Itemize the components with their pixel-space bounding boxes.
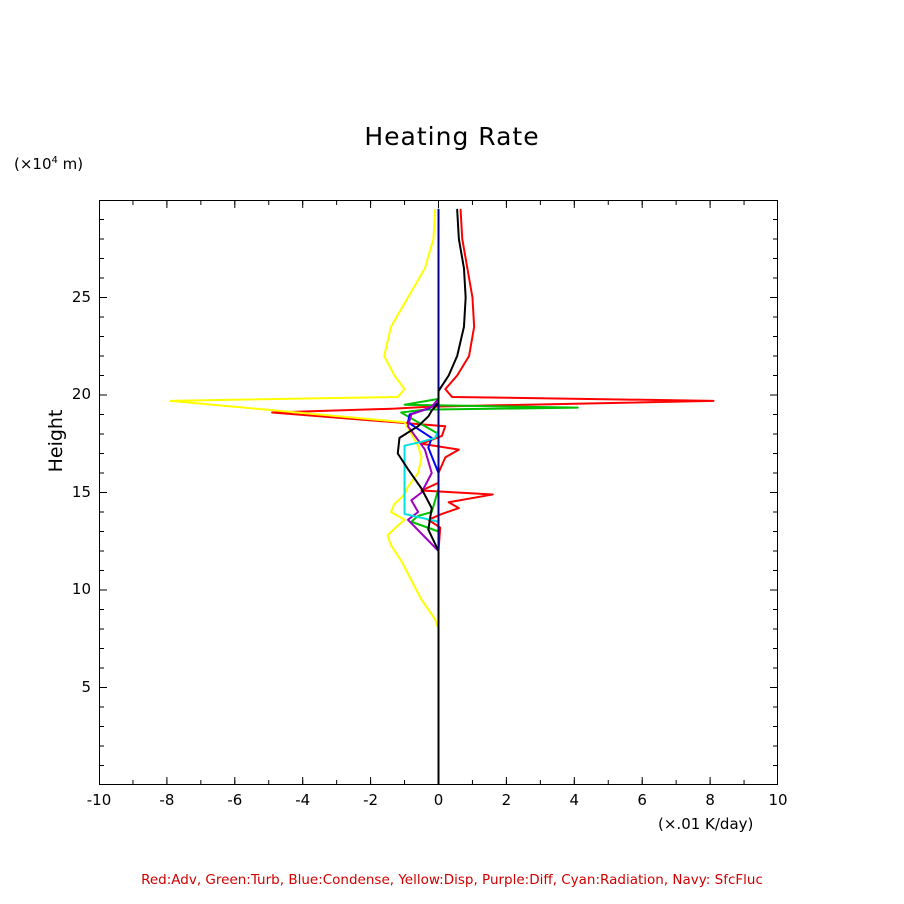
series-line-turb (401, 210, 578, 785)
y-tick-label: 5 (81, 677, 91, 696)
x-tick-label: 2 (501, 791, 512, 809)
x-tick-label: 0 (433, 791, 444, 809)
x-tick-label: -6 (227, 791, 243, 809)
x-tick-label: 10 (768, 791, 788, 809)
series-line-adv (272, 210, 713, 785)
plot-area (99, 200, 778, 785)
series-line-disp (170, 210, 438, 785)
x-tick-label: -4 (295, 791, 311, 809)
x-axis-unit-label: (×.01 K/day) (658, 815, 754, 833)
series-line-diff (408, 210, 439, 785)
chart-legend: Red:Adv, Green:Turb, Blue:Condense, Yellow:Disp, Purple:Diff, Cyan:Radiation, Navy: SfcFluc (141, 872, 763, 888)
y-tick-label: 10 (71, 580, 91, 598)
series-line-condense (408, 210, 439, 785)
chart-title: Heating Rate (364, 122, 540, 151)
x-tick-label: 4 (569, 791, 580, 809)
y-axis-unit-label: ($\times 10^4$ m) (14, 155, 84, 173)
x-tick-label: 6 (637, 791, 647, 809)
y-tick-label: 20 (71, 385, 91, 403)
chart-canvas (99, 200, 778, 785)
y-axis-label: Height (45, 409, 67, 473)
x-tick-label: -2 (363, 791, 379, 809)
y-tick-label: 15 (71, 482, 91, 501)
y-tick-label: 25 (71, 287, 91, 306)
x-tick-label: 8 (705, 791, 715, 809)
x-tick-label: -10 (86, 791, 112, 809)
x-tick-label: -8 (159, 791, 175, 809)
